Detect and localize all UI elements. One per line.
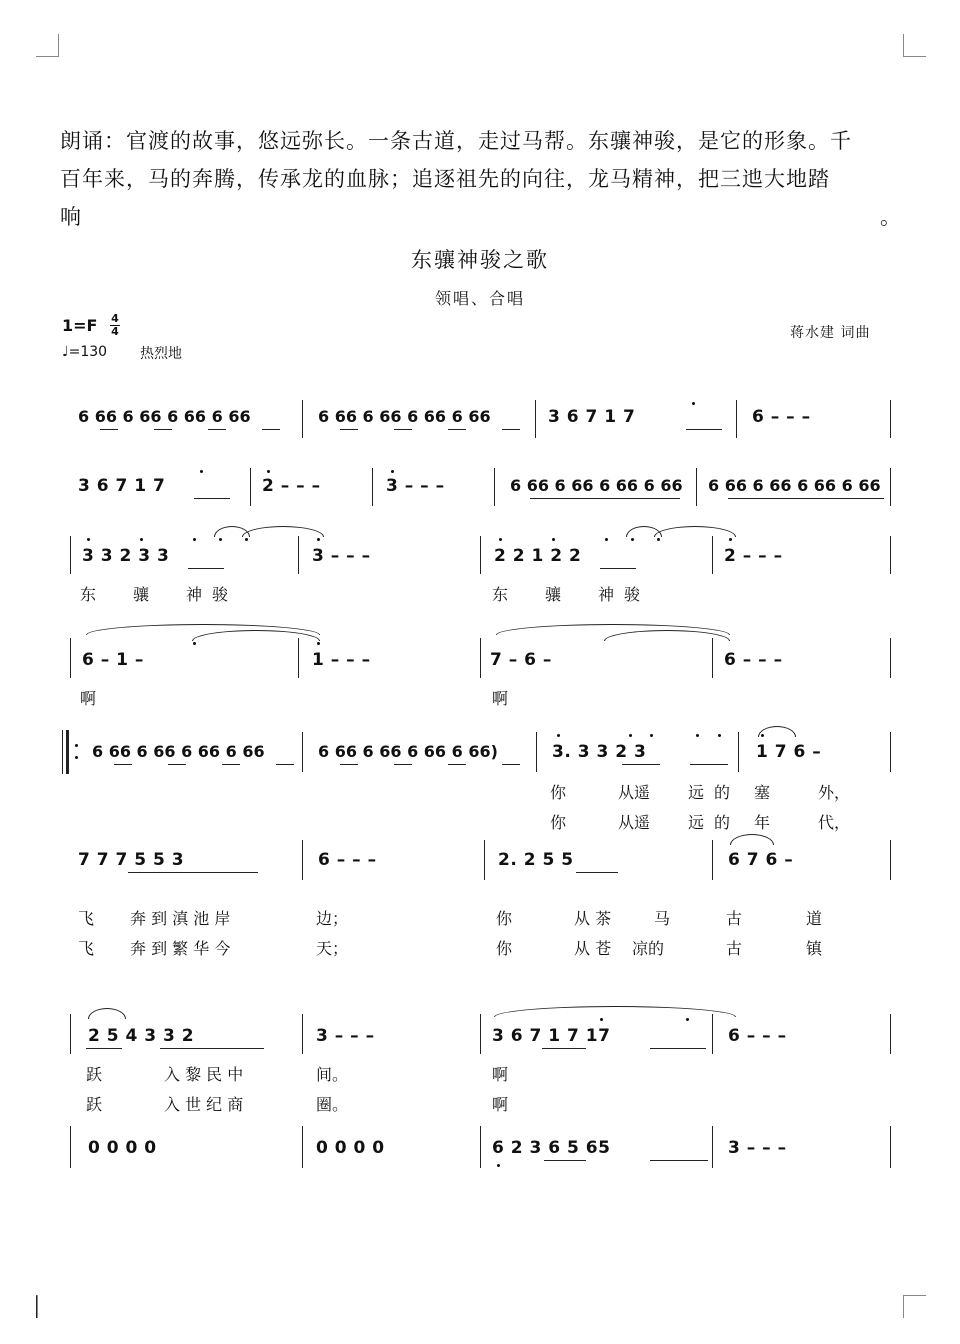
beam-line: [542, 1048, 586, 1049]
repeat-dot: [75, 744, 78, 747]
measure-notes: 6 – – –: [318, 850, 377, 870]
barline: [480, 1126, 481, 1168]
barline: [298, 638, 299, 678]
high-octave-dot: [245, 538, 248, 541]
lyric: 凉的: [632, 939, 665, 958]
high-octave-dot: [696, 734, 699, 737]
system-bracket: [70, 638, 71, 678]
score-row: [0, 728, 960, 838]
lyric: 代，: [818, 813, 851, 832]
beam-line: [222, 764, 240, 765]
measure-notes: 7 7 7 5 5 3: [78, 850, 185, 870]
barline: [712, 638, 713, 678]
lyric: 飞: [78, 939, 95, 958]
lyric: 间。: [316, 1065, 349, 1084]
measure-notes: 6 – 1 –: [82, 650, 144, 670]
lyric: 远: [688, 783, 705, 802]
crop-mark-bottom-left: [36, 1295, 38, 1318]
measure-notes: 6 – – –: [724, 650, 783, 670]
high-octave-dot: [552, 538, 555, 541]
narration-line: 朗诵：官渡的故事，悠远弥长。一条古道，走过马帮。东骧神骏，是它的形象。千: [60, 129, 852, 153]
lyric: 马: [654, 909, 671, 928]
barline: [890, 468, 891, 506]
barline: [484, 840, 485, 880]
lyric: 啊: [492, 1065, 509, 1084]
high-octave-dot: [718, 734, 721, 737]
beam-line: [728, 498, 884, 499]
repeat-dot: [75, 756, 78, 759]
lyric: 神: [186, 585, 203, 604]
barline: [494, 468, 495, 506]
measure-notes: 6 66 6 66 6 66 6 66: [92, 742, 265, 761]
lyric: 入 黎 民 中: [164, 1065, 244, 1084]
barline: [536, 732, 537, 772]
beam-line: [262, 429, 280, 430]
lyric: 边；: [316, 909, 349, 928]
beam-line: [622, 764, 660, 765]
time-signature-bottom: 4: [111, 325, 119, 338]
lyric: 入 世 纪 商: [164, 1095, 244, 1114]
beam-line: [340, 429, 358, 430]
lyric: 从 苍: [574, 939, 612, 958]
lyric: 从遥: [618, 813, 651, 832]
lyric: 你: [496, 939, 513, 958]
measure-notes: 6 – – –: [728, 1026, 787, 1046]
beam-line: [208, 429, 226, 430]
barline: [535, 400, 536, 438]
high-octave-dot: [87, 538, 90, 541]
beam-line: [340, 764, 358, 765]
lyric: 飞: [78, 909, 95, 928]
high-octave-dot: [317, 538, 320, 541]
measure-notes: 6 2 3 6 5 65: [492, 1138, 611, 1158]
barline: [890, 638, 891, 678]
barline: [890, 840, 891, 880]
lyric: 道: [806, 909, 823, 928]
high-octave-dot: [499, 538, 502, 541]
barline: [480, 1014, 481, 1054]
barline: [302, 1014, 303, 1054]
crop-mark-top-left: [36, 34, 59, 57]
phrase-slur: [494, 1006, 736, 1017]
barline: [712, 1014, 713, 1054]
barline: [480, 638, 481, 678]
lyric: 年: [754, 813, 771, 832]
measure-notes: 3 6 7 1 7: [78, 476, 166, 496]
song-subtitle: 领唱、合唱: [434, 289, 525, 308]
beam-line: [114, 764, 132, 765]
high-octave-dot: [729, 538, 732, 541]
barline: [890, 400, 891, 438]
repeat-start-barline: [62, 730, 69, 774]
beam-line: [650, 1160, 708, 1161]
score-row: [0, 620, 960, 710]
lyric: 你: [496, 909, 513, 928]
barline: [890, 536, 891, 574]
lyric: 骏: [212, 585, 229, 604]
lyric: 外，: [818, 783, 851, 802]
crop-mark-top-right: [903, 34, 926, 57]
lyric: 骧: [545, 585, 562, 604]
lyric: 塞: [754, 783, 771, 802]
barline: [890, 1014, 891, 1054]
low-octave-dot: [497, 1164, 500, 1167]
system-bracket: [70, 1014, 71, 1054]
lyric: 远: [688, 813, 705, 832]
lyric: 东: [492, 585, 509, 604]
beam-line: [530, 498, 680, 499]
beam-line: [154, 429, 172, 430]
tempo-marking: ♩=130: [62, 344, 108, 360]
lyric: 骧: [133, 585, 150, 604]
measure-notes: 2 5 4 3 3 2: [88, 1026, 195, 1046]
beam-line: [86, 1048, 122, 1049]
high-octave-dot: [629, 734, 632, 737]
high-octave-dot: [605, 538, 608, 541]
measure-notes: 3 – – –: [728, 1138, 787, 1158]
narration-ending-mark: 。: [880, 205, 902, 229]
high-octave-dot: [686, 1018, 689, 1021]
barline: [372, 468, 373, 506]
beam-line: [100, 429, 118, 430]
barline: [712, 1126, 713, 1168]
measure-notes: 6 7 6 –: [728, 850, 794, 870]
beam-line: [576, 872, 618, 873]
high-octave-dot: [193, 538, 196, 541]
score-row: [0, 836, 960, 966]
beam-line: [448, 764, 466, 765]
narration-line: 响: [60, 205, 82, 229]
measure-notes: 6 66 6 66 6 66 6 66: [318, 407, 491, 426]
beam-line: [168, 764, 186, 765]
key-signature: 1=F: [62, 316, 98, 335]
score-row: [0, 396, 960, 441]
measure-notes: 3 – – –: [316, 1026, 375, 1046]
lyric: 的: [714, 813, 731, 832]
expression-marking: 热烈地: [140, 346, 182, 362]
barline: [712, 536, 713, 574]
lyric: 啊: [492, 1095, 509, 1114]
high-octave-dot: [193, 642, 196, 645]
high-octave-dot: [692, 402, 695, 405]
high-octave-dot: [219, 538, 222, 541]
measure-notes: 6 66 6 66 6 66 6 66: [78, 407, 251, 426]
measure-notes: 0 0 0 0: [88, 1138, 157, 1158]
lyric: 神: [598, 585, 615, 604]
barline: [302, 732, 303, 772]
high-octave-dot: [200, 470, 203, 473]
measure-notes: 2 – – –: [724, 546, 783, 566]
measure-notes: 2 – – –: [262, 476, 321, 496]
narration-line: 百年来，马的奔腾，传承龙的血脉；追逐祖先的向往，龙马精神，把三迆大地踏: [60, 167, 830, 191]
barline: [890, 732, 891, 772]
lyric: 从 茶: [574, 909, 612, 928]
slur: [730, 834, 774, 845]
measure-notes: 3 – – –: [312, 546, 371, 566]
beam-line: [690, 764, 728, 765]
slur: [88, 1008, 126, 1019]
barline: [480, 536, 481, 574]
measure-notes: 6 66 6 66 6 66 6 66: [708, 476, 881, 495]
measure-notes: 0 0 0 0: [316, 1138, 385, 1158]
lyric: 古: [726, 909, 743, 928]
tie: [242, 526, 324, 537]
time-signature-top: 4: [111, 312, 119, 325]
narration-paragraph: [60, 122, 910, 236]
high-octave-dot: [650, 734, 653, 737]
lyric: 东: [80, 585, 97, 604]
tie: [654, 526, 736, 537]
system-bracket: [70, 1126, 71, 1168]
time-signature: [110, 313, 120, 338]
barline: [696, 468, 697, 506]
measure-notes: 6 66 6 66 6 66 6 66): [318, 742, 498, 761]
lyric: 从遥: [618, 783, 651, 802]
beam-line: [448, 429, 466, 430]
lyric: 的: [714, 783, 731, 802]
beam-line: [650, 1048, 706, 1049]
beam-line: [544, 1160, 586, 1161]
high-octave-dot: [557, 734, 560, 737]
barline: [250, 468, 251, 506]
measure-notes: 1 7 6 –: [756, 742, 822, 762]
system-bracket: [70, 536, 71, 574]
lyric: 啊: [492, 689, 509, 708]
barline: [890, 1126, 891, 1168]
beam-line: [502, 429, 520, 430]
score-row: [0, 528, 960, 608]
lyric: 啊: [80, 689, 97, 708]
high-octave-dot: [657, 538, 660, 541]
barline: [302, 840, 303, 880]
measure-notes: 3 – – –: [386, 476, 445, 496]
crop-mark-bottom-right: [903, 1295, 926, 1318]
lyric: 圈。: [316, 1095, 349, 1114]
beam-line: [160, 1048, 264, 1049]
measure-notes: 6 – – –: [752, 407, 811, 427]
high-octave-dot: [267, 470, 270, 473]
beam-line: [128, 872, 258, 873]
score-row: [0, 464, 960, 509]
beam-line: [502, 764, 520, 765]
measure-notes: 3 6 7 1 7 17: [492, 1026, 611, 1046]
lyric: 跃: [86, 1095, 103, 1114]
barline: [298, 536, 299, 574]
lyric: 镇: [806, 939, 823, 958]
beam-line: [394, 764, 412, 765]
lyric: 你: [550, 813, 567, 832]
measure-notes: 2 2 1 2 2: [494, 546, 582, 566]
lyric: 奔 到 繁 华 今: [130, 939, 231, 958]
measure-notes: 6 66 6 66 6 66 6 66: [510, 476, 683, 495]
lyric: 古: [726, 939, 743, 958]
measure-notes: 3 3 2 3 3: [82, 546, 170, 566]
composer-credit: 蒋水建 词曲: [790, 325, 871, 341]
measure-notes: 3 6 7 1 7: [548, 407, 636, 427]
measure-notes: 7 – 6 –: [490, 650, 552, 670]
barline: [302, 1126, 303, 1168]
lyric: 奔 到 滇 池 岸: [130, 909, 231, 928]
high-octave-dot: [317, 642, 320, 645]
barline: [712, 840, 713, 880]
beam-line: [276, 764, 294, 765]
song-title: 东骧神骏之歌: [411, 248, 549, 272]
beam-line: [188, 568, 224, 569]
beam-line: [394, 429, 412, 430]
lyric: 你: [550, 783, 567, 802]
lyric: 骏: [624, 585, 641, 604]
high-octave-dot: [600, 1018, 603, 1021]
measure-notes: 3. 3 3 2 3: [552, 742, 647, 762]
high-octave-dot: [140, 538, 143, 541]
slur: [758, 726, 796, 737]
beam-line: [686, 429, 722, 430]
score-row: [0, 1004, 960, 1114]
lyric: 跃: [86, 1065, 103, 1084]
high-octave-dot: [391, 470, 394, 473]
barline: [736, 400, 737, 438]
measure-notes: 1 – – –: [312, 650, 371, 670]
beam-line: [194, 498, 230, 499]
barline: [302, 400, 303, 438]
beam-line: [600, 568, 636, 569]
measure-notes: 2. 2 5 5: [498, 850, 574, 870]
barline: [738, 732, 739, 772]
lyric: 天；: [316, 939, 349, 958]
score-row: [0, 1122, 960, 1172]
high-octave-dot: [631, 538, 634, 541]
